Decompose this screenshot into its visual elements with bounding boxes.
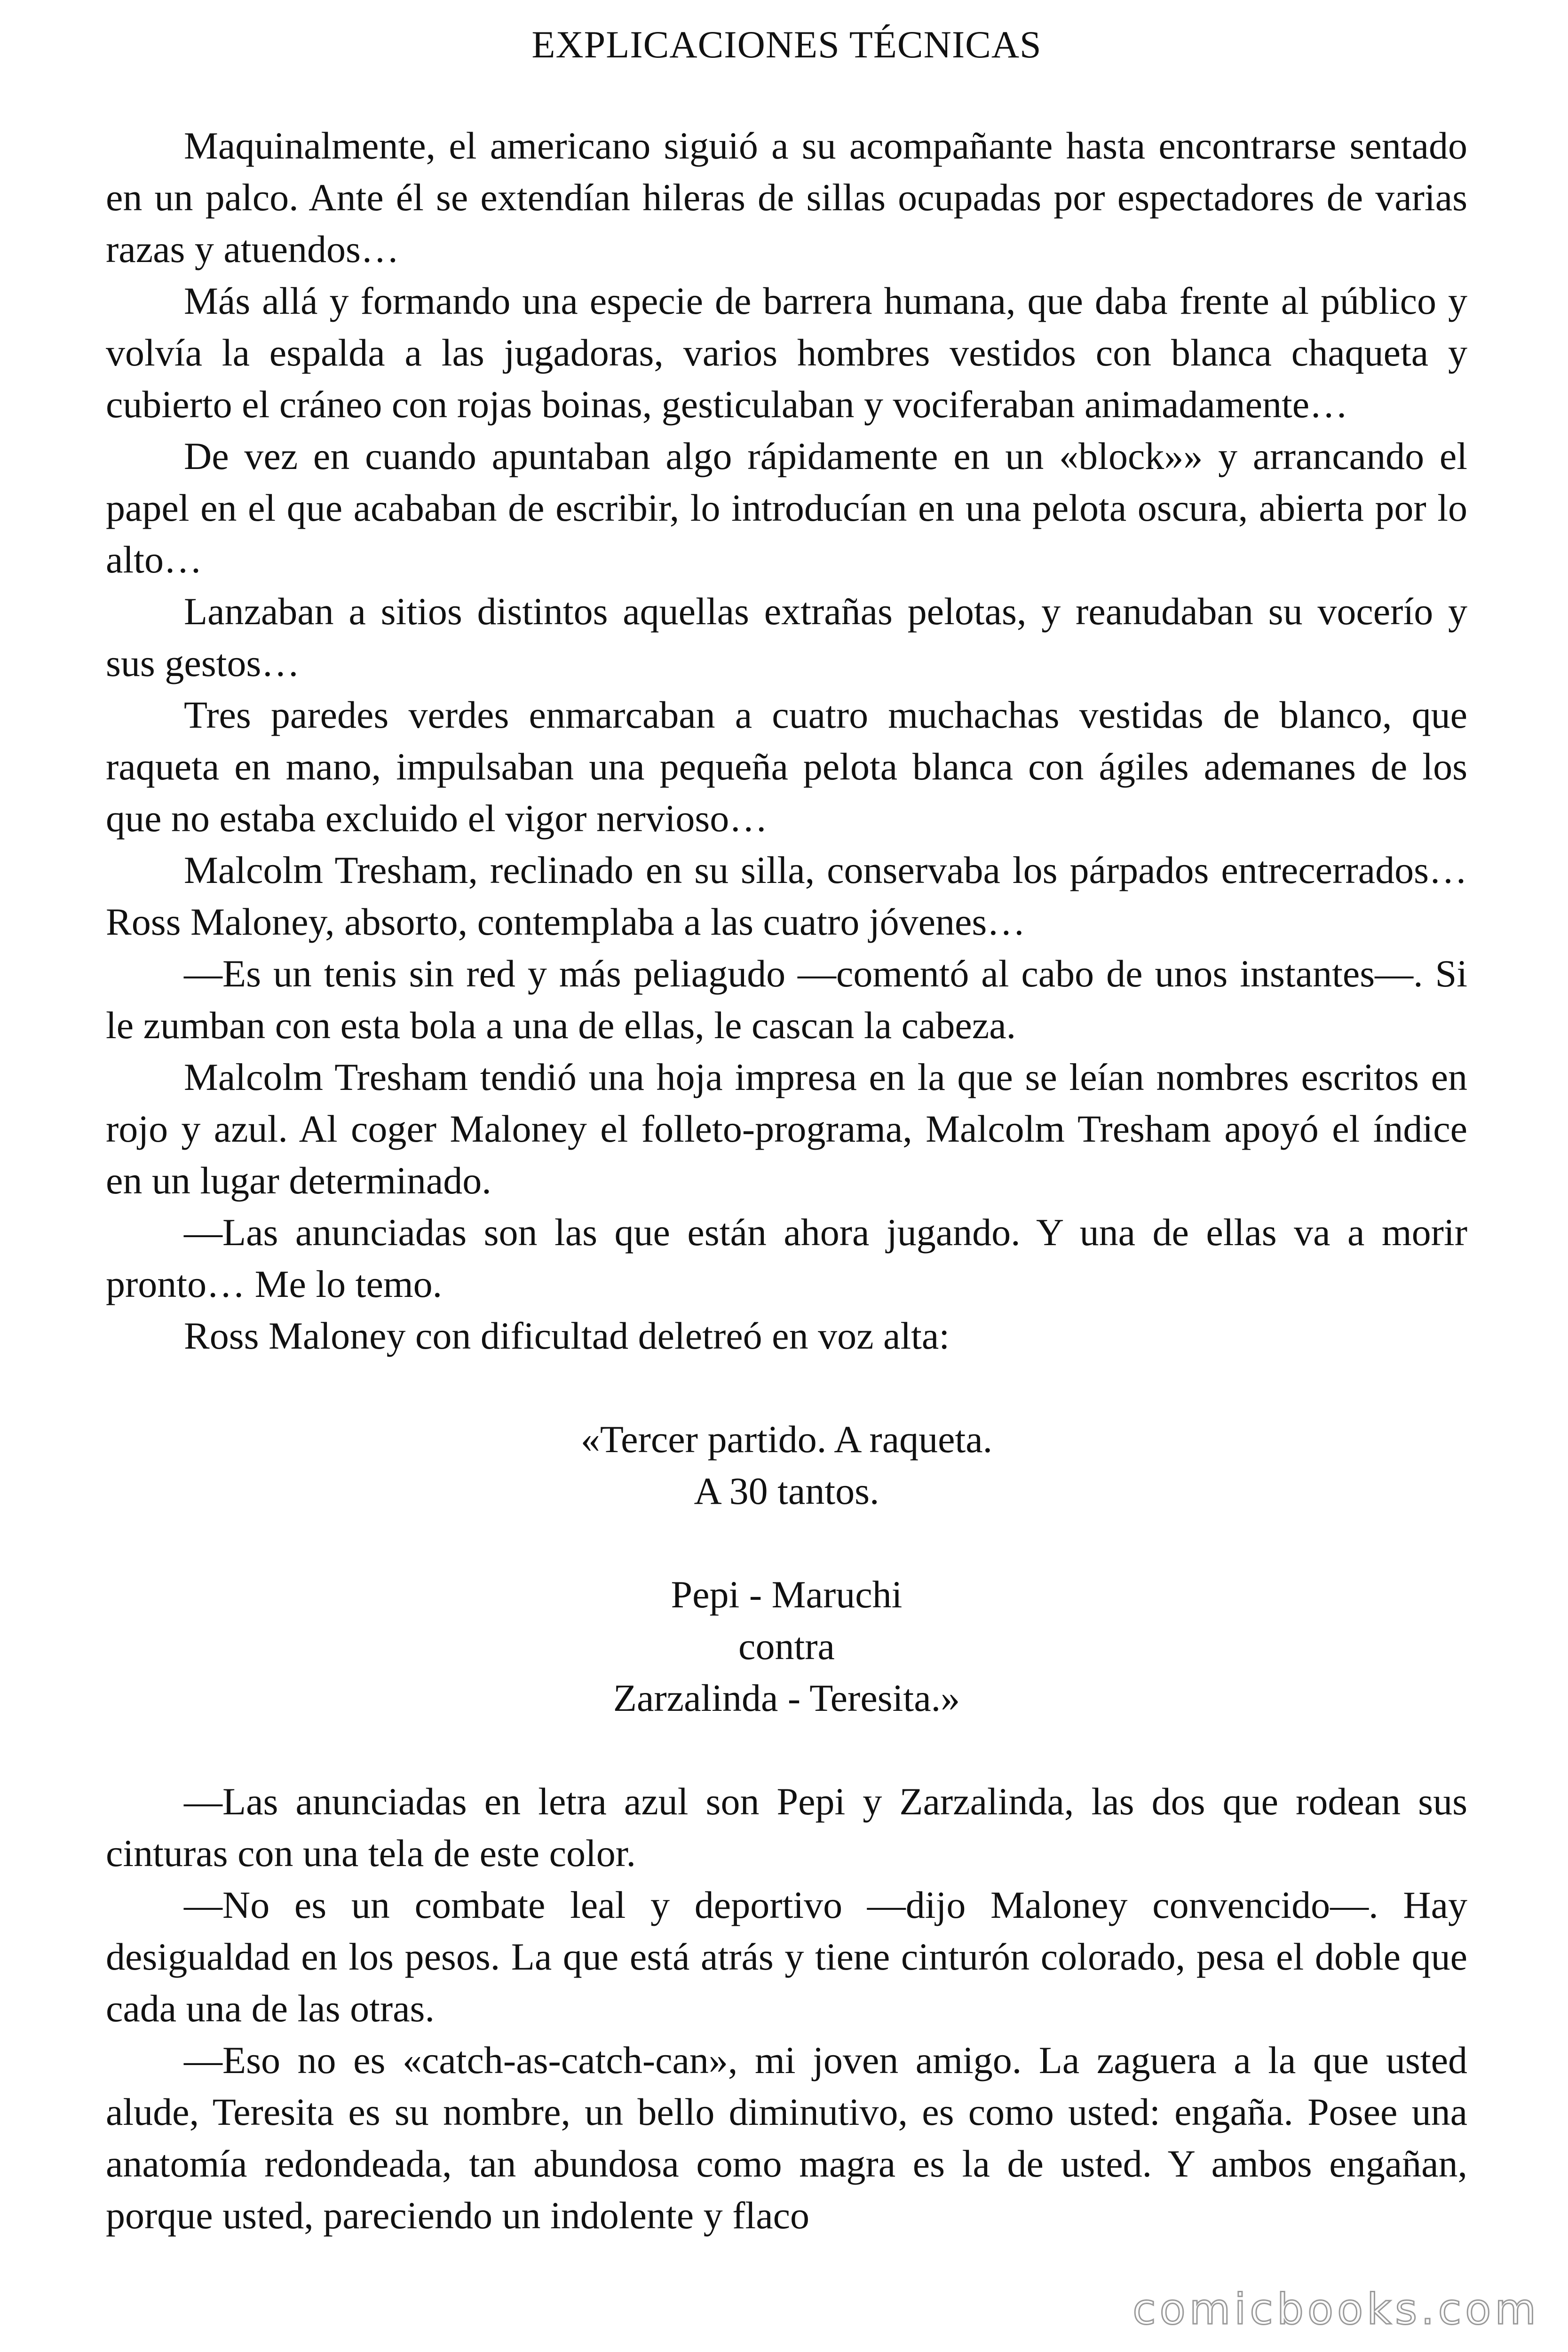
program-line: Pepi - Maruchi <box>671 1573 903 1616</box>
paragraph: —Las anunciadas son las que están ahora jugando. Y una de ellas va a morir pronto… Me lo temo. <box>106 1211 1467 1305</box>
paragraph: —Eso no es «catch-as-catch-can», mi joven amigo. La zaguera a la que usted alude, Teresita es su nombre, un bello diminutivo, es como usted: engaña. Posee una anatomía redondeada, tan abundosa como magra es la de usted. Y ambos engañan, porque usted, pareciendo un indolente y flaco <box>106 2039 1467 2237</box>
paragraph: De vez en cuando apuntaban algo rápidamente en un «block»» y arrancando el papel en el que acababan de escribir, lo introducían en una pelota oscura, abierta por lo alto… <box>106 435 1467 581</box>
program-line: Zarzalinda - Teresita.» <box>613 1677 960 1719</box>
program-line: «Tercer partido. A raqueta. <box>580 1418 993 1461</box>
book-page <box>106 19 1467 2324</box>
paragraph: Tres paredes verdes enmarcaban a cuatro muchachas vestidas de blanco, que raqueta en mano, impulsaban una pequeña pelota blanca con ágiles ademanes de los que no estaba excluido el vigor nervioso… <box>106 693 1467 840</box>
paragraph: —No es un combate leal y deportivo —dijo Maloney convencido—. Hay desigualdad en los pesos. La que está atrás y tiene cinturón colorado, pesa el doble que cada una de las otras. <box>106 1883 1467 2030</box>
paragraph: Malcolm Tresham, reclinado en su silla, conservaba los párpados entrecerrados… Ross Maloney, absorto, contemplaba a las cuatro jóvenes… <box>106 849 1467 943</box>
paragraph: —Las anunciadas en letra azul son Pepi y Zarzalinda, las dos que rodean sus cinturas con una tela de este color. <box>106 1780 1467 1875</box>
paragraph: Más allá y formando una especie de barrera humana, que daba frente al público y volvía la espalda a las jugadoras, varios hombres vestidos con blanca chaqueta y cubierto el cráneo con rojas boinas, gesticulaban y vociferaban animadamente… <box>106 279 1467 426</box>
program-line: A 30 tantos. <box>694 1470 879 1512</box>
paragraph: Malcolm Tresham tendió una hoja impresa en la que se leían nombres escritos en rojo y azul. Al coger Maloney el folleto-programa, Malcolm Tresham apoyó el índice en un lugar determinado. <box>106 1056 1467 1202</box>
paragraph: —Es un tenis sin red y más peliagudo —comentó al cabo de unos instantes—. Si le zumban con esta bola a una de ellas, le cascan la cabeza. <box>106 952 1467 1047</box>
program-heading <box>106 1414 1467 1517</box>
body-text <box>106 120 1467 2241</box>
watermark: comicbooks.com <box>1132 2285 1540 2334</box>
program-match <box>106 1569 1467 1724</box>
program-line: contra <box>738 1625 835 1668</box>
chapter-header: EXPLICACIONES TÉCNICAS <box>531 23 1042 66</box>
paragraph: Maquinalmente, el americano siguió a su acompañante hasta encontrarse sentado en un palco. Ante él se extendían hileras de sillas ocupadas por espectadores de varias razas y atuendos… <box>106 124 1467 270</box>
paragraph: Ross Maloney con dificultad deletreó en voz alta: <box>184 1314 950 1357</box>
paragraph: Lanzaban a sitios distintos aquellas extrañas pelotas, y reanudaban su vocerío y sus gestos… <box>106 590 1467 684</box>
